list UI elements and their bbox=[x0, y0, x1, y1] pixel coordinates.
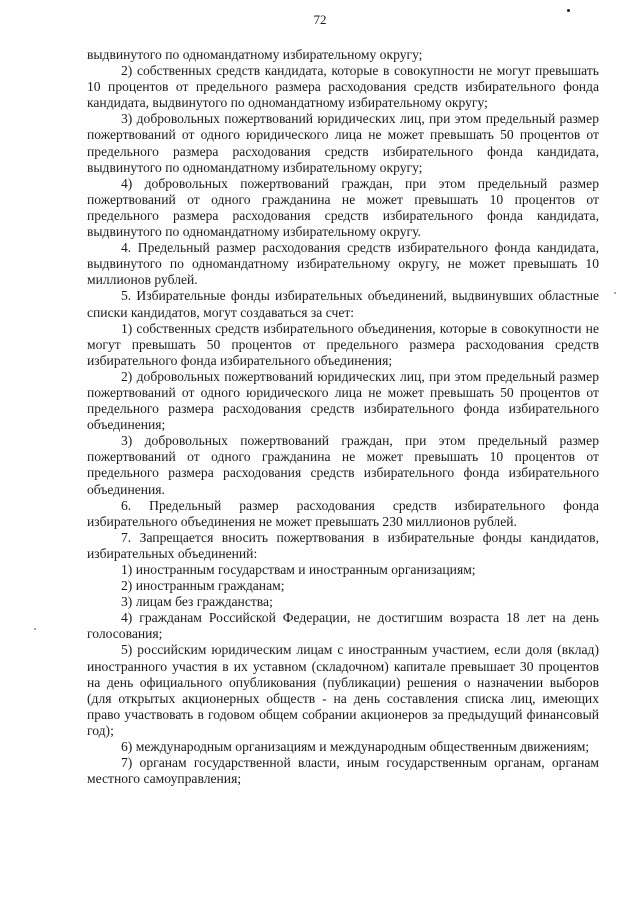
paragraph: 4) гражданам Российской Федерации, не достигшим возраста 18 лет на день голосования; bbox=[87, 610, 599, 642]
paragraph: 6) международным организациям и международным общественным движениям; bbox=[121, 739, 590, 755]
paragraph: 4) добровольных пожертвований граждан, при этом предельный размер пожертвований от одного гражданина не может превышать 10 процентов от предельного размера расходования средств избирательного фонда кандидата, выдвинутого по одномандатному избирательному округу. bbox=[87, 175, 599, 240]
document-body bbox=[87, 47, 599, 787]
paragraph: 1) собственных средств избирательного объединения, которые в совокупности не могут превышать 50 процентов от предельного размера расходования средств избирательного фонда избирательного объединения; bbox=[87, 320, 599, 368]
paragraph: 7) органам государственной власти, иным государственным органам, органам местного самоуправления; bbox=[87, 755, 599, 787]
paragraph: 7. Запрещается вносить пожертвования в избирательные фонды кандидатов, избирательных объединений: bbox=[87, 529, 599, 561]
paragraph: 2) собственных средств кандидата, которые в совокупности не могут превышать 10 процентов от предельного размера расходования средств избирательного фонда кандидата, выдвинутого по одномандатному избирательному округу; bbox=[87, 63, 599, 111]
paragraph: 5. Избирательные фонды избирательных объединений, выдвинувших областные списки кандидатов, могут создаваться за счет: bbox=[87, 288, 599, 320]
paragraph: 3) лицам без гражданства; bbox=[121, 594, 273, 610]
paragraph: 2) иностранным гражданам; bbox=[121, 578, 285, 594]
paragraph: 2) добровольных пожертвований юридических лиц, при этом предельный размер пожертвований от одного юридического лица не может превышать 50 процентов от предельного размера расходования средств избирательного фонда избирательного объединения; bbox=[87, 368, 599, 433]
scan-speck-mark bbox=[34, 628, 36, 630]
paragraph: 5) российским юридическим лицам с иностранным участием, если доля (вклад) иностранного участия в их уставном (складочном) капитале превышает 30 процентов на день официального опубликования (публикации) решения о назначении выборов (для открытых акционерных обществ - на день составления списка лиц, имеющих право участвовать в годовом общем собрании акционеров за предыдущий финансовый год); bbox=[87, 642, 599, 738]
paragraph: выдвинутого по одномандатному избирательному округу; bbox=[87, 47, 423, 62]
scan-speck-mark bbox=[614, 292, 616, 294]
scan-dot-mark bbox=[567, 9, 570, 12]
paragraph: 4. Предельный размер расходования средств избирательного фонда кандидата, выдвинутого по одномандатному избирательному округу, не может превышать 10 миллионов рублей. bbox=[87, 240, 599, 288]
page-number: 72 bbox=[313, 12, 327, 27]
paragraph: 3) добровольных пожертвований граждан, при этом предельный размер пожертвований от одного гражданина не может превышать 10 процентов от предельного размера расходования средств избирательного фонда избирательного объединения. bbox=[87, 433, 599, 497]
paragraph: 1) иностранным государствам и иностранным организациям; bbox=[121, 562, 476, 577]
paragraph: 6. Предельный размер расходования средств избирательного фонда избирательного объединения не может превышать 230 миллионов рублей. bbox=[87, 497, 599, 529]
paragraph: 3) добровольных пожертвований юридических лиц, при этом предельный размер пожертвований от одного юридического лица не может превышать 50 процентов от предельного размера расходования средств избирательного фонда кандидата, выдвинутого по одномандатному избирательному округу; bbox=[87, 111, 599, 175]
